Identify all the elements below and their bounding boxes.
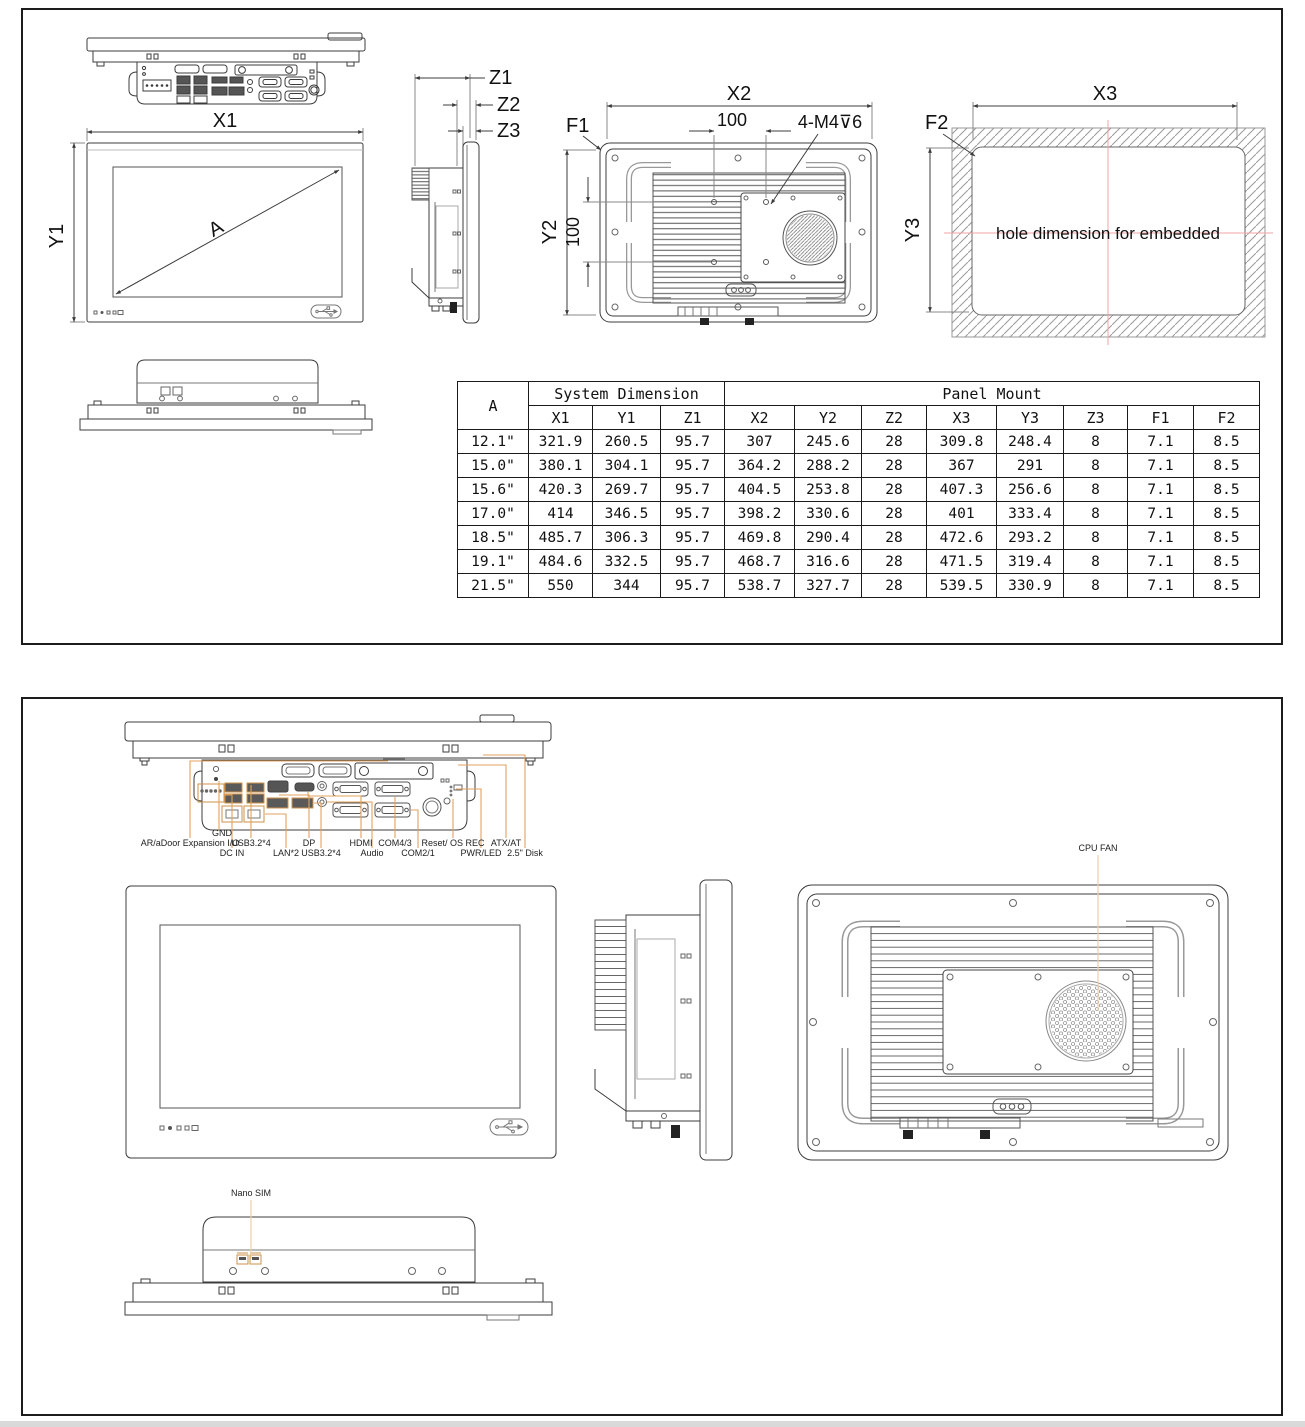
value-cell: 401 xyxy=(927,502,997,526)
cpu-fan-label: CPU FAN xyxy=(1078,843,1118,853)
value-cell: 472.6 xyxy=(927,526,997,550)
dimension-table-body xyxy=(458,430,1260,598)
value-cell: 380.1 xyxy=(529,454,593,478)
value-cell: 398.2 xyxy=(725,502,795,526)
value-cell: 485.7 xyxy=(529,526,593,550)
io-label-dcin: DC IN xyxy=(219,848,245,858)
value-cell: 293.2 xyxy=(997,526,1064,550)
dim-label-x3: X3 xyxy=(1092,83,1118,105)
table-corner-cell: A xyxy=(458,382,529,430)
table-row xyxy=(458,574,1260,598)
value-cell: 253.8 xyxy=(795,478,862,502)
value-cell: 7.1 xyxy=(1128,550,1194,574)
value-cell: 95.7 xyxy=(661,502,725,526)
col-header: Y3 xyxy=(997,406,1064,430)
value-cell: 8 xyxy=(1064,430,1128,454)
dimension-sheet xyxy=(21,8,1283,645)
value-cell: 288.2 xyxy=(795,454,862,478)
value-cell: 8 xyxy=(1064,454,1128,478)
col-header: Z3 xyxy=(1064,406,1128,430)
value-cell: 260.5 xyxy=(593,430,661,454)
dim-label-f1: F1 xyxy=(566,115,590,137)
value-cell: 8 xyxy=(1064,478,1128,502)
value-cell: 28 xyxy=(862,550,927,574)
value-cell: 8.5 xyxy=(1194,430,1260,454)
front-view-bottom xyxy=(126,886,556,1158)
value-cell: 330.9 xyxy=(997,574,1064,598)
size-cell: 17.0" xyxy=(458,502,529,526)
value-cell: 256.6 xyxy=(997,478,1064,502)
io-label-com43: COM4/3 xyxy=(378,838,412,848)
value-cell: 8 xyxy=(1064,550,1128,574)
io-label-expansion: AR/aDoor Expansion I/O xyxy=(140,838,240,848)
value-cell: 471.5 xyxy=(927,550,997,574)
nano-sim-label: Nano SIM xyxy=(230,1188,272,1198)
value-cell: 290.4 xyxy=(795,526,862,550)
value-cell: 367 xyxy=(927,454,997,478)
table-row xyxy=(458,478,1260,502)
dim-label-z2: Z2 xyxy=(497,94,521,116)
value-cell: 245.6 xyxy=(795,430,862,454)
table-row xyxy=(458,430,1260,454)
value-cell: 414 xyxy=(529,502,593,526)
side-view xyxy=(412,74,493,323)
table-row xyxy=(458,502,1260,526)
value-cell: 404.5 xyxy=(725,478,795,502)
value-cell: 327.7 xyxy=(795,574,862,598)
io-drawing xyxy=(23,699,1281,1414)
value-cell: 7.1 xyxy=(1128,502,1194,526)
value-cell: 28 xyxy=(862,526,927,550)
value-cell: 7.1 xyxy=(1128,574,1194,598)
table-row xyxy=(458,550,1260,574)
value-cell: 8 xyxy=(1064,574,1128,598)
size-cell: 18.5" xyxy=(458,526,529,550)
io-label-usb2: USB3.2*4 xyxy=(301,848,341,858)
diagonal-label-a: A xyxy=(204,215,228,242)
dim-label-x2: X2 xyxy=(726,83,752,105)
io-label-lan: LAN*2 xyxy=(272,848,300,858)
size-cell: 15.6" xyxy=(458,478,529,502)
vesa-vertical-label: 100 xyxy=(563,216,583,248)
value-cell: 8 xyxy=(1064,502,1128,526)
value-cell: 304.1 xyxy=(593,454,661,478)
io-label-audio: Audio xyxy=(360,848,384,858)
value-cell: 469.8 xyxy=(725,526,795,550)
value-cell: 539.5 xyxy=(927,574,997,598)
group-header-system-dimension: System Dimension xyxy=(529,382,725,406)
col-header: X2 xyxy=(725,406,795,430)
value-cell: 95.7 xyxy=(661,550,725,574)
vesa-horizontal-label: 100 xyxy=(716,110,748,130)
col-header: Z1 xyxy=(661,406,725,430)
col-header: F2 xyxy=(1194,406,1260,430)
value-cell: 484.6 xyxy=(529,550,593,574)
col-header: Y1 xyxy=(593,406,661,430)
value-cell: 8.5 xyxy=(1194,574,1260,598)
size-cell: 21.5" xyxy=(458,574,529,598)
value-cell: 420.3 xyxy=(529,478,593,502)
table-row xyxy=(458,526,1260,550)
thread-spec-label: 4-M4⊽6 xyxy=(797,112,863,132)
dim-label-y2: Y2 xyxy=(539,219,561,245)
io-label-atx-at: ATX/AT xyxy=(490,838,522,848)
size-cell: 15.0" xyxy=(458,454,529,478)
value-cell: 309.8 xyxy=(927,430,997,454)
value-cell: 8.5 xyxy=(1194,478,1260,502)
value-cell: 468.7 xyxy=(725,550,795,574)
col-header: Z2 xyxy=(862,406,927,430)
value-cell: 269.7 xyxy=(593,478,661,502)
dim-label-x1: X1 xyxy=(212,110,238,132)
value-cell: 8.5 xyxy=(1194,550,1260,574)
col-header: X1 xyxy=(529,406,593,430)
value-cell: 407.3 xyxy=(927,478,997,502)
io-callout-sheet xyxy=(21,697,1283,1416)
value-cell: 291 xyxy=(997,454,1064,478)
value-cell: 344 xyxy=(593,574,661,598)
value-cell: 28 xyxy=(862,454,927,478)
io-label-reset-osrec: Reset/ OS REC xyxy=(421,838,485,848)
value-cell: 95.7 xyxy=(661,574,725,598)
value-cell: 248.4 xyxy=(997,430,1064,454)
value-cell: 332.5 xyxy=(593,550,661,574)
value-cell: 7.1 xyxy=(1128,478,1194,502)
col-header: Y2 xyxy=(795,406,862,430)
bottom-io-view xyxy=(87,33,365,104)
dim-label-z3: Z3 xyxy=(497,120,521,142)
io-label-com21: COM2/1 xyxy=(401,848,435,858)
value-cell: 28 xyxy=(862,430,927,454)
io-label-hdmi: HDMI xyxy=(349,838,373,848)
dim-label-y1: Y1 xyxy=(46,223,68,249)
value-cell: 95.7 xyxy=(661,454,725,478)
value-cell: 321.9 xyxy=(529,430,593,454)
value-cell: 28 xyxy=(862,478,927,502)
value-cell: 364.2 xyxy=(725,454,795,478)
dimension-table xyxy=(457,381,1260,598)
dim-label-z1: Z1 xyxy=(489,67,513,89)
rear-view-bottom xyxy=(798,885,1228,1160)
side-view-bottom xyxy=(595,880,732,1160)
value-cell: 307 xyxy=(725,430,795,454)
io-label-disk: 2.5" Disk xyxy=(507,848,543,858)
value-cell: 95.7 xyxy=(661,526,725,550)
io-label-dp: DP xyxy=(302,838,316,848)
value-cell: 8.5 xyxy=(1194,526,1260,550)
io-label-gnd: GND xyxy=(212,828,232,838)
value-cell: 333.4 xyxy=(997,502,1064,526)
value-cell: 95.7 xyxy=(661,478,725,502)
io-bottom-view xyxy=(125,715,551,830)
value-cell: 550 xyxy=(529,574,593,598)
value-cell: 330.6 xyxy=(795,502,862,526)
io-label-pwrled: PWR/LED xyxy=(460,848,502,858)
dim-label-y3: Y3 xyxy=(902,217,924,243)
value-cell: 7.1 xyxy=(1128,430,1194,454)
value-cell: 28 xyxy=(862,574,927,598)
value-cell: 306.3 xyxy=(593,526,661,550)
col-header: X3 xyxy=(927,406,997,430)
table-row xyxy=(458,454,1260,478)
value-cell: 7.1 xyxy=(1128,526,1194,550)
page-bottom-edge xyxy=(0,1421,1305,1427)
group-header-panel-mount: Panel Mount xyxy=(725,382,1260,406)
table-column-header-row xyxy=(458,406,1260,430)
dim-label-f2: F2 xyxy=(925,112,949,134)
size-cell: 19.1" xyxy=(458,550,529,574)
value-cell: 538.7 xyxy=(725,574,795,598)
top-view-bottom xyxy=(125,1217,552,1320)
value-cell: 316.6 xyxy=(795,550,862,574)
size-cell: 12.1" xyxy=(458,430,529,454)
value-cell: 319.4 xyxy=(997,550,1064,574)
col-header: F1 xyxy=(1128,406,1194,430)
top-view xyxy=(80,360,372,434)
value-cell: 28 xyxy=(862,502,927,526)
table-group-header-row xyxy=(458,382,1260,406)
io-label-usb1: USB3.2*4 xyxy=(231,838,271,848)
value-cell: 8 xyxy=(1064,526,1128,550)
rear-view xyxy=(563,102,877,325)
value-cell: 346.5 xyxy=(593,502,661,526)
value-cell: 7.1 xyxy=(1128,454,1194,478)
value-cell: 95.7 xyxy=(661,430,725,454)
value-cell: 8.5 xyxy=(1194,502,1260,526)
value-cell: 8.5 xyxy=(1194,454,1260,478)
hole-dimension-note: hole dimension for embedded xyxy=(996,224,1220,243)
